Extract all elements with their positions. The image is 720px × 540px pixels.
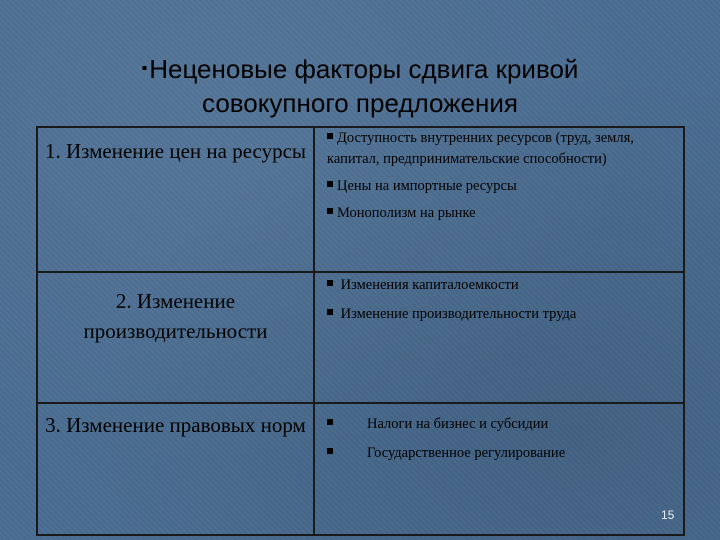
list-item: Государственное регулирование [327, 443, 683, 464]
slide-title [60, 52, 660, 120]
bullet-icon [327, 448, 333, 454]
bullet-icon [327, 309, 333, 315]
list-item: Доступность внутренних ресурсов (труд, земля, капитал, предпринимательские способности) [327, 130, 634, 167]
factor-cell: 3. Изменение правовых норм [37, 403, 314, 535]
bullet-icon [327, 280, 333, 286]
bullet-icon [327, 208, 333, 214]
title-line-1: ▪Неценовые факторы сдвига кривой [141, 54, 579, 84]
bullet-icon [327, 419, 333, 425]
factors-table [36, 126, 685, 499]
list-item: Цены на импортные ресурсы [327, 176, 683, 197]
bullet-icon [327, 181, 333, 187]
list-item: Изменения капиталоемкости [327, 275, 683, 296]
details-cell [314, 272, 684, 403]
bullet-icon: ▪ [141, 60, 148, 77]
details-cell [314, 127, 684, 272]
factor-cell: 2. Изменение производительности [37, 272, 314, 403]
list-item: Монополизм на рынке [327, 203, 683, 224]
list-item: Изменение производительности труда [327, 304, 683, 325]
bullet-icon [327, 133, 333, 139]
table-row [37, 272, 684, 403]
table-row [37, 127, 684, 272]
list-item: Налоги на бизнес и субсидии [327, 414, 683, 435]
details-cell [314, 403, 684, 535]
factor-cell: 1. Изменение цен на ресурсы [37, 127, 314, 272]
table-row [37, 403, 684, 535]
page-number: 15 [661, 508, 675, 522]
title-line-2: совокупного предложения [202, 88, 518, 118]
